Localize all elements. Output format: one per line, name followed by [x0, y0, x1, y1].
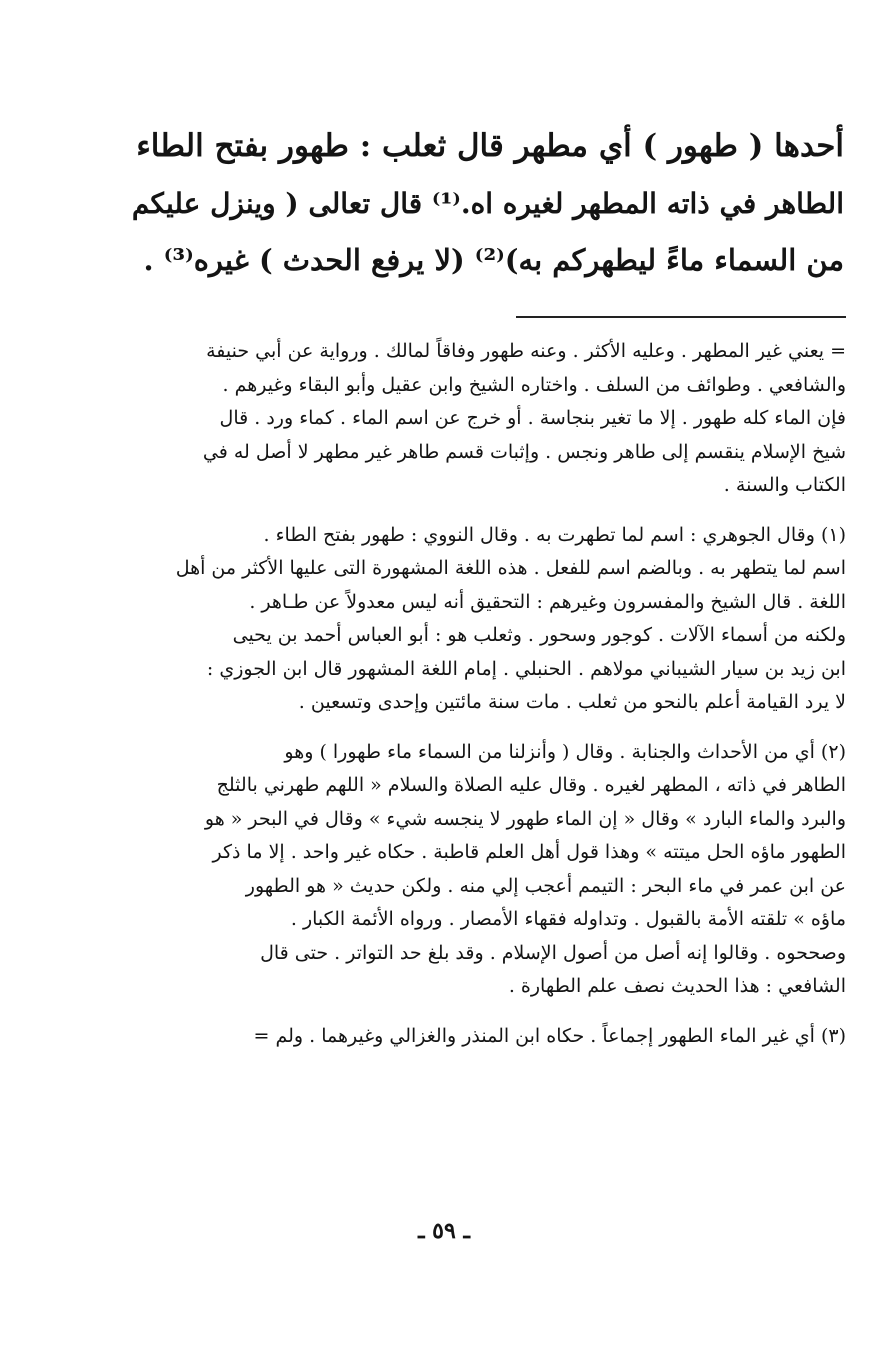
footnote-line: الشافعي : هذا الحديث نصف علم الطهارة . — [508, 975, 846, 997]
footnote-line: والشافعي . وطوائف من السلف . واختاره الشيخ وابن عقيل وأبو البقاء وغيرهم . — [222, 373, 846, 396]
footnote-continuation — [120, 335, 846, 503]
footnote-3 — [120, 1020, 846, 1054]
footnote-line: والبرد والماء البارد » وقال « إن الماء طهور لا ينجسه شيء » وقال في البحر « هو — [204, 807, 846, 830]
footnote-line: (١) وقال الجوهري : اسم لما تطهرت به . وقال النووي : طهور بفتح الطاء . — [263, 523, 846, 546]
footnote-2 — [120, 736, 846, 1004]
footnote-line: الكتاب والسنة . — [723, 474, 846, 496]
main-text-line: الطاهر في ذاته المطهر لغيره اه.⁽¹⁾ قال تعالى ( وينزل عليكم — [131, 187, 844, 220]
footnote-line: اسم لما يتطهر به . وبالضم اسم للفعل . هذه اللغة المشهورة التى عليها الأكثر من أهل — [175, 557, 846, 579]
footnote-line: الطهور ماؤه الحل ميتته » وهذا قول أهل العلم قاطبة . حكاه غير واحد . إلا ما ذكر — [212, 841, 846, 863]
footnote-line: (٢) أي من الأحداث والجنابة . وقال ( وأنزلنا من السماء ماء طهورا ) وهو — [284, 740, 846, 763]
footnote-line: = يعني غير المطهر . وعليه الأكثر . وعنه طهور وفاقاً لمالك . ورواية عن أبي حنيفة — [206, 340, 846, 362]
footnote-line: وصححوه . وقالوا إنه أصل من أصول الإسلام . وقد بلغ حد التواتر . حتى قال — [260, 941, 846, 964]
footnote-line: فإن الماء كله طهور . إلا ما تغير بنجاسة . أو خرج عن اسم الماء . كماء ورد . قال — [219, 407, 846, 429]
page-number: ـ ٥٩ ـ — [418, 1218, 470, 1244]
footnote-line: شيخ الإسلام ينقسم إلى طاهر ونجس . وإثبات قسم طاهر غير مطهر لا أصل له في — [202, 440, 846, 463]
footnote-spacer — [120, 503, 846, 519]
footnote-divider — [516, 316, 846, 318]
main-text-line: أحدها ( طهور ) أي مطهر قال ثعلب : طهور بفتح الطاء — [136, 128, 844, 164]
footnote-line: الطاهر في ذاته ، المطهر لغيره . وقال عليه الصلاة والسلام « اللهم طهرني بالثلج — [216, 774, 846, 796]
footnote-1 — [120, 519, 846, 720]
footnote-spacer — [120, 1004, 846, 1020]
footnote-line: ماؤه » تلقته الأمة بالقبول . وتداوله فقهاء الأمصار . ورواه الأئمة الكبار . — [290, 908, 846, 930]
footnote-spacer — [120, 720, 846, 736]
footnote-line: (٣) أي غير الماء الطهور إجماعاً . حكاه ابن المنذر والغزالي وغيرهما . ولم = — [253, 1024, 846, 1047]
footnote-line: ولكنه من أسماء الآلات . كوجور وسحور . وثعلب هو : أبو العباس أحمد بن يحيى — [232, 624, 846, 646]
footnote-line: اللغة . قال الشيخ والمفسرون وغيرهم : التحقيق أنه ليس معدولاً عن طـاهر . — [249, 590, 846, 613]
footnote-line: لا يرد القيامة أعلم بالنحو من ثعلب . مات سنة مائتين وإحدى وتسعين . — [298, 691, 846, 713]
main-text-block — [132, 118, 844, 289]
footnote-line: ابن زيد بن سيار الشيباني مولاهم . الحنبلي . إمام اللغة المشهور قال ابن الجوزي : — [206, 657, 846, 680]
main-text-line: من السماء ماءً ليطهركم به)⁽²⁾ (لا يرفع الحدث ) غيره⁽³⁾ . — [143, 243, 844, 277]
footnote-line: عن ابن عمر في ماء البحر : التيمم أعجب إلي منه . ولكن حديث « هو الطهور — [245, 874, 846, 897]
footnotes-block — [120, 335, 846, 1053]
